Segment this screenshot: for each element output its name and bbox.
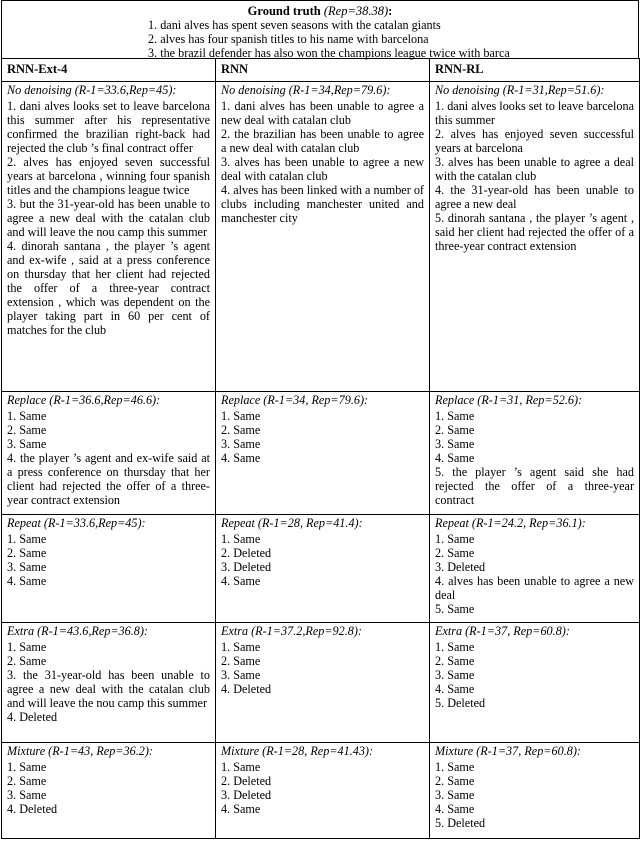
summary-sentence: 3. Deleted: [221, 560, 272, 574]
table-row-no-denoising: [2, 82, 640, 392]
summary-sentence: 4. alves has been linked with a number of clubs including manchester united and manchester city: [221, 183, 424, 225]
summary-sentence-list: [7, 532, 210, 588]
summary-sentence: 3. alves has been unable to agree a new deal with catalan club: [221, 155, 424, 183]
ground-truth-label: Ground truth: [247, 4, 321, 18]
summary-sentence: 3. the 31-year-old has been unable to agree a new deal with the catalan club and will leave the nou camp this summer: [7, 668, 210, 710]
summary-sentence: 3. Deleted: [435, 560, 486, 574]
condition-label: Repeat (R-1=24.2, Rep=36.1):: [435, 516, 586, 530]
ground-truth-list: [8, 18, 632, 60]
results-table-figure: [1, 0, 639, 839]
summary-sentence: 2. Same: [435, 546, 475, 560]
condition-label: No denoising (R-1=31,Rep=51.6):: [435, 83, 605, 97]
table-row-extra: [2, 623, 640, 743]
summary-sentence: 4. alves has been unable to agree a new deal: [435, 574, 634, 602]
cell-repeat-rnn-rl: [430, 515, 640, 623]
summary-sentence: 3. Deleted: [221, 788, 272, 802]
column-header-rnn: RNN: [216, 59, 430, 82]
summary-sentence: 4. Same: [221, 451, 261, 465]
summary-sentence-list: [435, 640, 634, 710]
column-header-rnn-rl: RNN-RL: [430, 59, 640, 82]
column-header-rnn-ext-4: RNN-Ext-4: [2, 59, 216, 82]
summary-sentence: 4. Same: [221, 574, 261, 588]
summary-sentence: 1. Same: [435, 532, 475, 546]
condition-label: Replace (R-1=34, Rep=79.6):: [221, 393, 369, 407]
cell-no-denoising-rnn-rl: [430, 82, 640, 392]
summary-sentence: 1. dani alves looks set to leave barcelona this summer: [435, 99, 634, 127]
summary-sentence: 1. Same: [221, 640, 261, 654]
condition-label: Mixture (R-1=28, Rep=41.43):: [221, 744, 374, 758]
summary-sentence: 2. Same: [435, 423, 475, 437]
cell-mixture-rnn: [216, 743, 430, 839]
summary-sentence-list: [221, 760, 424, 816]
summary-sentence: 3. but the 31-year-old has been unable to agree a new deal with the catalan club and will leave the nou camp this summer: [7, 197, 210, 239]
cell-repeat-rnn-ext-4: [2, 515, 216, 623]
summary-sentence-list: [221, 532, 424, 588]
table-row-mixture: [2, 743, 640, 839]
condition-label: No denoising (R-1=34,Rep=79.6):: [221, 83, 391, 97]
condition-label: Mixture (R-1=43, Rep=36.2):: [7, 744, 153, 758]
summary-sentence: 4. Deleted: [7, 710, 58, 724]
ground-truth-item: 2. alves has four spanish titles to his name with barcelona: [148, 32, 429, 46]
summary-sentence-list: [435, 409, 634, 507]
summary-sentence-list: [435, 760, 634, 830]
summary-sentence: 5. Deleted: [435, 816, 486, 830]
condition-label: Replace (R-1=31, Rep=52.6):: [435, 393, 583, 407]
summary-sentence: 2. Same: [435, 774, 475, 788]
summary-sentence-list: [7, 99, 210, 337]
cell-extra-rnn-ext-4: [2, 623, 216, 743]
ground-truth-title: [8, 4, 632, 18]
table-row-repeat: [2, 515, 640, 623]
summary-sentence-list: [7, 760, 210, 816]
table-body: [2, 82, 640, 839]
summary-sentence: 4. Same: [435, 451, 475, 465]
condition-label: Extra (R-1=43.6,Rep=36.8):: [7, 624, 148, 638]
cell-replace-rnn-ext-4: [2, 392, 216, 515]
ground-truth-box: [1, 0, 639, 58]
ground-truth-item: 3. the brazil defender has also won the champions league twice with barca: [148, 46, 510, 60]
cell-extra-rnn: [216, 623, 430, 743]
summary-sentence: 4. Same: [221, 802, 261, 816]
summary-sentence: 1. Same: [7, 640, 47, 654]
condition-label: Extra (R-1=37.2,Rep=92.8):: [221, 624, 362, 638]
cell-no-denoising-rnn: [216, 82, 430, 392]
summary-sentence-list: [221, 409, 424, 465]
summary-sentence: 3. Same: [7, 437, 47, 451]
summary-sentence: 2. Deleted: [221, 546, 272, 560]
summary-sentence: 3. alves has been unable to agree a deal with the catalan club: [435, 155, 634, 183]
summary-sentence: 2. Same: [7, 423, 47, 437]
summary-sentence: 4. the 31-year-old has been unable to agree a new deal: [435, 183, 634, 211]
table-row-replace: [2, 392, 640, 515]
ground-truth-rep: (Rep=38.38): [323, 4, 389, 18]
condition-label: No denoising (R-1=33.6,Rep=45):: [7, 83, 177, 97]
summary-sentence-list: [7, 409, 210, 507]
summary-sentence: 1. Same: [221, 760, 261, 774]
summary-sentence: 1. Same: [7, 409, 47, 423]
summary-sentence: 2. Same: [7, 654, 47, 668]
ground-truth-colon: :: [388, 4, 393, 18]
summary-sentence: 2. Same: [221, 654, 261, 668]
summary-sentence: 4. Same: [435, 802, 475, 816]
summary-sentence: 3. Same: [435, 437, 475, 451]
summary-sentence-list: [7, 640, 210, 724]
condition-label: Replace (R-1=36.6,Rep=46.6):: [7, 393, 161, 407]
condition-label: Repeat (R-1=28, Rep=41.4):: [221, 516, 363, 530]
summary-sentence: 1. Same: [221, 532, 261, 546]
ground-truth-item: 1. dani alves has spent seven seasons with the catalan giants: [148, 18, 441, 32]
summary-sentence: 1. dani alves looks set to leave barcelona this summer after his representative confirmed the brazilian right-back had rejected the club ’s final contract offer: [7, 99, 210, 155]
summary-sentence-list: [221, 99, 424, 225]
summary-sentence: 1. Same: [435, 760, 475, 774]
summary-sentence: 3. Same: [221, 668, 261, 682]
cell-no-denoising-rnn-ext-4: [2, 82, 216, 392]
summary-sentence-list: [435, 99, 634, 253]
condition-label: Repeat (R-1=33.6,Rep=45):: [7, 516, 146, 530]
summary-sentence: 4. Deleted: [7, 802, 58, 816]
cell-extra-rnn-rl: [430, 623, 640, 743]
summary-sentence: 2. Same: [221, 423, 261, 437]
summary-sentence: 1. Same: [7, 760, 47, 774]
summary-sentence: 3. Same: [435, 788, 475, 802]
condition-label: Mixture (R-1=37, Rep=60.8):: [435, 744, 581, 758]
summary-sentence: 1. Same: [435, 409, 475, 423]
condition-label: Extra (R-1=37, Rep=60.8):: [435, 624, 570, 638]
summary-sentence-list: [221, 640, 424, 696]
summary-sentence: 5. dinorah santana , the player ’s agent , said her client had rejected the offer of a three-year contract extension: [435, 211, 634, 253]
summary-sentence: 4. Deleted: [221, 682, 272, 696]
summary-sentence: 2. the brazilian has been unable to agree a new deal with catalan club: [221, 127, 424, 155]
summary-sentence: 3. Same: [7, 560, 47, 574]
summary-sentence: 5. Same: [435, 602, 475, 616]
summary-sentence: 3. Same: [7, 788, 47, 802]
summary-sentence: 2. Deleted: [221, 774, 272, 788]
cell-replace-rnn-rl: [430, 392, 640, 515]
cell-replace-rnn: [216, 392, 430, 515]
summary-sentence: 2. Same: [7, 774, 47, 788]
cell-mixture-rnn-rl: [430, 743, 640, 839]
cell-mixture-rnn-ext-4: [2, 743, 216, 839]
summary-sentence: 4. dinorah santana , the player ’s agent and ex-wife , said at a press conference on thursday that her client had rejected the offer of a three-year contract extension , which was dependent on the player taking part in 60 per cent of matches for the club: [7, 239, 210, 337]
summary-sentence-list: [435, 532, 634, 616]
header-row: [2, 59, 640, 82]
comparison-table: [1, 58, 640, 839]
summary-sentence: 1. Same: [7, 532, 47, 546]
summary-sentence: 5. Deleted: [435, 696, 486, 710]
summary-sentence: 1. Same: [435, 640, 475, 654]
summary-sentence: 3. Same: [221, 437, 261, 451]
summary-sentence: 4. Same: [435, 682, 475, 696]
summary-sentence: 2. alves has enjoyed seven successful years at barcelona: [435, 127, 634, 155]
summary-sentence: 2. Same: [7, 546, 47, 560]
summary-sentence: 4. the player ’s agent and ex-wife said at a press conference on thursday that her client had rejected the offer of a three-year contract extension: [7, 451, 210, 507]
cell-repeat-rnn: [216, 515, 430, 623]
summary-sentence: 2. alves has enjoyed seven successful years at barcelona , winning four spanish titles and the champions league twice: [7, 155, 210, 197]
summary-sentence: 4. Same: [7, 574, 47, 588]
summary-sentence: 2. Same: [435, 654, 475, 668]
summary-sentence: 3. Same: [435, 668, 475, 682]
summary-sentence: 5. the player ’s agent said she had rejected the offer of a three-year contract: [435, 465, 634, 507]
summary-sentence: 1. Same: [221, 409, 261, 423]
summary-sentence: 1. dani alves has been unable to agree a new deal with catalan club: [221, 99, 424, 127]
